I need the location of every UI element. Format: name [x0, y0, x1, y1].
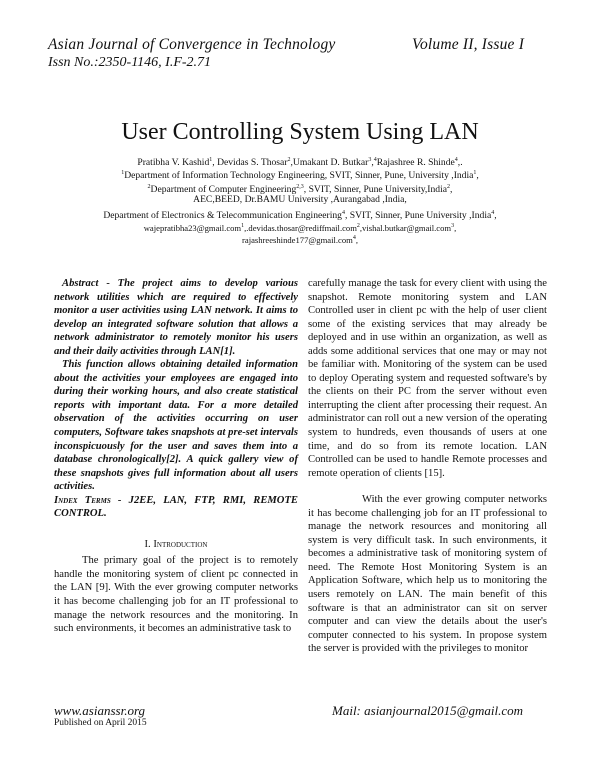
aff-text: , — [494, 210, 497, 222]
aff-text: Department of Computer Engineering — [150, 184, 297, 196]
author-sep: ,. — [457, 157, 463, 169]
author-name: Rajashree R. Shinde — [376, 157, 455, 169]
aff-sup: 3 — [451, 223, 455, 229]
body-paragraph: With the ever growing computer networks it has become challenging job for an IT professional to manage the network resources and monitoring all system is very difficult task. In such environments, it becomes a administrative task of monitoring system of need. The Remote Host Monitoring System is an Application Software, which help us to monitoring the users remotely on LAN. The main benefit of this software is that an administrator can sit on server computer and can view the details about the user's computer connected to his system. In propose system the server is provided with the privileges to monitor — [308, 494, 547, 655]
index-terms — [54, 494, 298, 521]
volume-issue: Volume II, Issue I — [412, 36, 525, 53]
journal-name: Asian Journal of Convergence in Technology — [48, 36, 336, 53]
aff-sup: 1 — [473, 170, 477, 176]
footer-published: Published on April 2015 — [54, 718, 147, 728]
author-sup: 1 — [209, 157, 213, 163]
right-column — [308, 277, 547, 656]
email-line — [0, 231, 600, 247]
aff-sup: 2,3 — [296, 184, 304, 190]
body-paragraph: carefully manage the task for every client with using the snapshot. Remote monitoring system and LAN Controlled user in client pc with the help of user client some of the existing services that may already be deployed and in use within an organization, as well as adds some additional services that one may or may not be familiar with. Monitoring of the system can be used to deploy Operating system and requested software's by the clients on their PC from the server without even interrupting the client after processing their request. An administrator can roll out a new version of the operating system to hundreds, even thousands of users at one time, and do so from its remote location. LAN Controlled can be used to handle Remote processes and remote operation of clients [15]. — [308, 278, 547, 479]
email: , — [355, 234, 358, 245]
email: ,.devidas.thosar@rediffmail.com — [244, 222, 357, 233]
author-name: , Devidas S. Thosar — [212, 157, 288, 169]
aff-sup: 4 — [352, 235, 356, 241]
aff-text: , SVIT, Sinner, Pune University,India — [303, 184, 448, 196]
author-sup: 3 — [368, 157, 372, 163]
aff-text: AEC,BEED, Dr.BAMU University ,Aurangabad ,India, — [193, 194, 407, 205]
section-number: I. — [144, 538, 154, 550]
left-column — [54, 277, 298, 636]
issn-line: Issn No.:2350-1146, I.F-2.71 — [48, 55, 212, 70]
index-terms-label: Index Terms — [54, 494, 111, 506]
aff-sup: 2 — [447, 184, 451, 190]
aff-text: Department of Electronics & Telecommunication Engineering — [103, 210, 342, 222]
paper-title: User Controlling System Using LAN — [121, 119, 479, 145]
body-paragraph: The primary goal of the project is to remotely handle the monitoring system of client pc connected in the LAN [9]. With the ever growing computer networks it has become challenging job for an IT professional to manage the network resources and the monitoring. In such environments, it becomes an administrative task to — [54, 555, 298, 635]
author-sup: 4 — [373, 157, 377, 163]
author-sep: , — [371, 157, 374, 169]
abstract-paragraph: This function allows obtaining detailed information about the activities your employees are engaged into during their working hours, and also create statistical reports with important data. For a more detailed observation of the activities occurring on user computers, Software takes snapshots at pre-set intervals inconspicuously for the user and saves them into a database chronologically[2]. A quick gallery view of these snapshots gives full information about all users activities. — [54, 359, 298, 493]
abstract-paragraph: Abstract - The project aims to develop various network utilities which are required to effectively monitor a user activities using LAN network. It aims to develop an integrated software solution that allows a network administrator to remotely monitor his users and their daily activities through LAN[1]. — [54, 278, 298, 357]
aff-text: , — [450, 184, 453, 196]
aff-text: Department of Information Technology Engineering, SVIT, Sinner, Pune, University ,India — [124, 170, 474, 182]
index-terms-text: - J2EE, LAN, FTP, RMI, REMOTE CONTROL. — [54, 494, 298, 520]
author-name: Pratibha V. Kashid — [137, 157, 210, 169]
email: wajepratibha23@gmail.com — [143, 222, 242, 233]
affiliation-line — [0, 193, 600, 207]
footer-website: www.asianssr.org — [54, 703, 146, 718]
email: rajashreeshinde177@gmail.com — [242, 234, 353, 245]
aff-sup: 4 — [341, 210, 345, 216]
author-sup: 2 — [287, 157, 291, 163]
aff-sup: 1 — [121, 170, 125, 176]
aff-sup: 4 — [491, 210, 495, 216]
section-heading — [54, 538, 298, 552]
aff-sup: 2 — [147, 184, 151, 190]
author-sup: 4 — [454, 157, 458, 163]
section-title: Introduction — [153, 538, 208, 550]
aff-text: , SVIT, Sinner, Pune University ,India — [344, 210, 492, 222]
aff-sup: 1 — [241, 223, 245, 229]
aff-sup: 2 — [356, 223, 360, 229]
author-name: ,Umakant D. Butkar — [290, 157, 369, 169]
email: , — [454, 222, 457, 233]
email: ,vishal.butkar@gmail.com — [359, 222, 452, 233]
footer-mail: Mail: asianjournal2015@gmail.com — [332, 703, 524, 718]
aff-text: , — [476, 170, 479, 182]
